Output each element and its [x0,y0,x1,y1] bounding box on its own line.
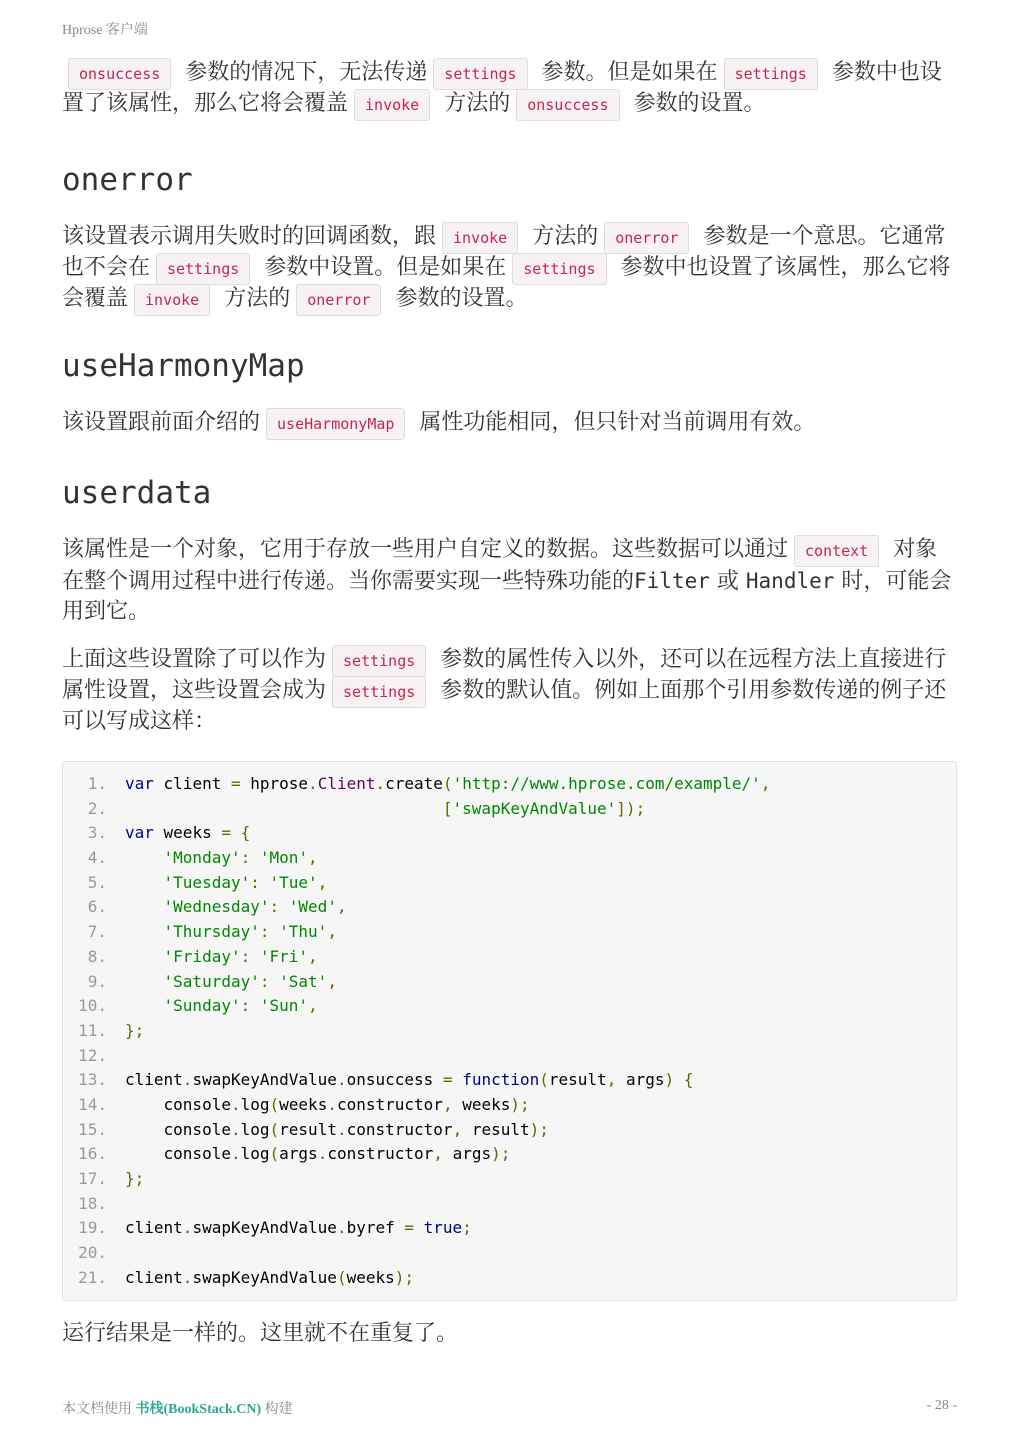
code-token: 'swapKeyAndValue' [452,798,617,818]
line-number: 17. [78,1169,107,1188]
code-token: ( [269,1119,280,1139]
text: 参数中设置。但是如果在 [264,255,507,280]
code-text [125,1142,956,1167]
code-token: 'Tue' [269,872,318,892]
code-token: , [308,996,318,1016]
code-token: log [240,1144,270,1164]
inline-code-onsuccess: onsuccess [516,89,619,121]
code-token: }; [125,1169,145,1188]
footer-bookstack-link[interactable]: 书栈(BookStack.CN) [135,1402,262,1417]
inline-code-invoke: invoke [442,222,518,254]
code-token: , [606,1070,617,1090]
text: 参数。但是如果在 [541,60,718,85]
code-token: result [279,1119,337,1139]
text: 属性功能相同，但只针对当前调用有效。 [419,410,816,435]
code-token: console [125,1119,231,1139]
code-line [63,1019,956,1044]
code-token: constructor [327,1144,434,1164]
code-token [674,1070,684,1089]
code-token: ( [269,1094,280,1114]
code-token: 'Friday' [163,946,241,966]
code-token: swapKeyAndValue [192,1070,337,1090]
text: 参数的情况下，无法传递 [185,60,428,85]
text: 或 [716,569,739,594]
code-token: , [317,872,328,892]
code-line [63,1093,956,1118]
code-line [63,895,956,920]
code-token: . [230,1144,241,1164]
text: 参数中也设置了该属性，那么它将会覆盖 [62,255,951,311]
code-token [231,823,241,842]
inline-code-context: context [794,535,879,567]
line-number: 6. [87,897,107,917]
line-number: 7. [87,922,107,942]
code-line [63,1216,956,1241]
code-text [125,1241,956,1266]
code-token: args [279,1144,318,1164]
code-text [125,1216,956,1241]
paragraph-onsuccess-note [62,58,957,120]
footer-prefix: 本文档使用 [62,1402,132,1417]
code-text [125,895,956,920]
code-token: ); [491,1144,511,1164]
code-token: ) [664,1070,675,1090]
code-token: client [125,1267,183,1287]
text: 参数的默认值。例如上面那个引用参数传递的例子还可以写成这样： [62,678,947,734]
code-text [125,994,956,1019]
code-token: create [385,774,443,793]
code-token [125,996,164,1015]
code-line [63,1192,956,1217]
code-token: = [404,1218,415,1238]
code-token: onsuccess [346,1070,443,1090]
code-token: 'Mon' [259,848,309,868]
line-number: 18. [78,1193,107,1213]
code-token: result [548,1070,607,1090]
code-line [63,1118,956,1143]
code-text [125,821,956,846]
code-token: swapKeyAndValue [192,1267,337,1287]
code-token: weeks [279,1094,328,1114]
code-line [63,821,956,846]
inline-code-invoke: invoke [354,89,430,121]
text: 对象在整个调用过程中进行传递。当你需要实现一些特殊功能的 [62,537,938,594]
inline-code-onsuccess: onsuccess [68,58,171,90]
code-token: 'Fri' [259,946,309,966]
text: 参数中也设置了该属性，那么它将会覆盖 [62,60,942,116]
text: 该设置跟前面介绍的 [62,410,261,435]
code-token [125,799,443,818]
line-number: 9. [87,971,107,991]
code-token [414,1218,424,1237]
paragraph-result: 运行结果是一样的。这里就不在重复了。 [62,1321,459,1347]
code-token [453,1070,463,1089]
inline-code-onerror: onerror [604,222,689,254]
code-token: 'Monday' [163,848,241,868]
paragraph-useharmonymap [62,408,957,439]
text: 上面这些设置除了可以作为 [62,647,327,672]
code-token: { [240,823,251,843]
code-text [125,1019,956,1044]
code-line [63,1044,956,1069]
code-token: 'Tuesday' [163,872,251,892]
filter-term: Filter [634,569,710,593]
code-token: 'Wednesday' [163,897,270,917]
code-token: : [259,971,270,991]
code-token: result [462,1119,530,1139]
paragraph-onerror [62,222,957,315]
text: 方法的 [444,91,511,116]
inline-code-settings: settings [156,253,250,285]
line-number: 1. [87,774,107,793]
code-token: log [240,1119,270,1139]
code-token: ; [462,1218,472,1238]
line-number: 13. [78,1070,107,1090]
code-token: }; [125,1020,145,1040]
code-token: byref [346,1218,405,1238]
code-line [63,797,956,822]
code-token [270,972,280,991]
code-token [125,972,164,991]
line-number: 19. [78,1218,107,1238]
text: 参数的设置。 [395,286,528,311]
code-token: log [240,1094,270,1114]
code-token: = [230,774,241,793]
document-content [62,58,957,1349]
code-token: ( [442,774,453,793]
paragraph-settings-defaults [62,645,957,737]
code-token: : [259,922,270,942]
heading-useharmonymap: useHarmonyMap [62,348,305,384]
heading-userdata: userdata [62,475,212,511]
code-line [63,1241,956,1266]
code-token: constructor [346,1119,453,1139]
code-token: weeks [452,1094,511,1114]
code-token: 'Sunday' [163,996,241,1016]
line-number: 3. [87,823,107,843]
code-line [63,920,956,945]
code-line [63,1142,956,1167]
code-token: : [269,897,280,917]
code-token: 'Sun' [259,996,309,1016]
text: 方法的 [224,286,291,311]
code-token [279,897,289,916]
code-token: ]); [616,798,646,818]
line-number: 5. [87,872,107,892]
code-text [125,846,956,871]
code-token: : [250,872,260,892]
inline-code-settings: settings [433,58,527,90]
text: 参数的设置。 [633,91,766,116]
code-token: args [616,1070,665,1090]
text: 该设置表示调用失败时的回调函数，跟 [62,224,437,249]
inline-code-settings: settings [332,676,426,708]
code-token: , [760,774,771,793]
code-token [125,848,164,867]
footer-suffix: 构建 [264,1402,293,1417]
code-token: console [125,1094,231,1114]
code-token: args [442,1144,492,1164]
code-token: , [452,1119,463,1139]
paragraph-userdata [62,535,957,627]
code-token: client [153,774,231,793]
inline-code-onerror: onerror [296,284,381,316]
text: 时，可能会用到它。 [62,569,952,624]
code-text [125,970,956,995]
handler-term: Handler [745,569,835,593]
code-text [125,1093,956,1118]
code-token: ( [336,1267,347,1287]
code-token [125,922,164,941]
code-token: : [240,946,251,966]
line-number: 14. [78,1094,107,1114]
code-token: . [336,1218,347,1238]
code-token: . [375,774,386,793]
code-token: . [336,1119,347,1139]
text: 参数是一个意思。它通常也不会在 [62,224,946,280]
line-number: 8. [87,946,107,966]
line-number: 12. [78,1045,107,1065]
code-token [125,873,164,892]
code-line [63,871,956,896]
code-token: swapKeyAndValue [192,1218,337,1238]
code-block [62,761,957,1301]
line-number: 15. [78,1119,107,1139]
code-token: 'Saturday' [163,971,260,991]
code-token: = [221,823,231,843]
code-line [63,1167,956,1192]
code-token [250,848,260,867]
code-token: ); [529,1119,549,1139]
code-token [125,897,164,916]
code-token [250,996,260,1015]
code-line [63,1266,956,1291]
inline-code-settings: settings [332,645,426,677]
code-token: . [182,1070,193,1090]
code-token: client [125,1070,183,1090]
code-token: , [308,946,318,966]
code-token: [ [442,798,453,818]
code-token: var [125,823,154,843]
line-number: 4. [87,848,107,868]
code-token: 'Wed' [288,897,337,917]
code-token: var [125,774,154,793]
code-text [125,1118,956,1143]
code-token: ); [394,1267,415,1287]
text: 该属性是一个对象，它用于存放一些用户自定义的数据。这些数据可以通过 [62,537,789,562]
inline-code-settings: settings [512,253,606,285]
code-token: = [442,1070,453,1090]
code-text [125,1167,956,1192]
line-number: 16. [78,1144,107,1164]
code-text [125,1192,956,1217]
code-line [63,846,956,871]
code-token: . [182,1267,193,1287]
code-token: ( [269,1144,280,1164]
text: 方法的 [532,224,599,249]
code-token: . [317,1144,328,1164]
code-text [125,871,956,896]
code-token: , [433,1144,443,1164]
code-line [63,945,956,970]
code-token: : [240,848,251,868]
code-token: constructor [336,1094,443,1114]
line-number: 20. [78,1243,107,1263]
inline-code-settings: settings [724,58,818,90]
code-token: , [327,922,337,942]
code-token [250,947,260,966]
line-number: 21. [78,1267,107,1287]
text: 参数的属性传入以外，还可以在远程方法上直接进行属性设置，这些设置会成为 [62,647,947,703]
code-token: 'http://www.hprose.com/example/' [452,774,761,793]
code-token: , [442,1094,453,1114]
code-token: client [125,1218,183,1238]
running-header: Hprose 客户端 [62,23,148,38]
code-line [63,772,956,797]
code-token [260,873,270,892]
code-text [125,797,956,822]
code-token: . [336,1070,347,1090]
code-token: function [462,1070,540,1090]
code-token: , [308,848,318,868]
code-token: ( [539,1070,549,1090]
code-token: Client [317,774,376,793]
code-text [125,945,956,970]
code-line [63,970,956,995]
code-token: : [240,996,251,1016]
code-text [125,920,956,945]
inline-code-useharmonymap: useHarmonyMap [266,408,405,440]
code-token: true [423,1218,463,1238]
code-token: { [683,1070,694,1090]
code-token: 'Sat' [279,971,328,991]
line-number: 10. [78,996,107,1016]
code-token: , [336,897,347,917]
code-text [125,1044,956,1069]
code-token: . [182,1218,193,1238]
code-text [125,772,956,797]
heading-onerror: onerror [62,162,193,198]
code-text [125,1266,956,1291]
code-token: , [327,971,337,991]
code-token: . [327,1094,337,1114]
page-number: - 28 - [926,1398,957,1413]
code-line [63,1068,956,1093]
code-token: . [308,774,318,793]
line-number: 2. [87,798,107,818]
code-token: console [125,1144,231,1164]
code-token: weeks [153,823,222,843]
code-text [125,1068,956,1093]
code-token: . [230,1094,241,1114]
code-token: weeks [346,1267,395,1287]
code-token: . [230,1119,241,1139]
footer-credit [62,1398,293,1418]
code-token: 'Thursday' [163,922,260,942]
code-token: hprose [240,774,309,793]
code-token [270,922,280,941]
code-token: ); [510,1094,530,1114]
line-number: 11. [78,1020,107,1040]
code-token: 'Thu' [279,922,328,942]
code-line [63,994,956,1019]
inline-code-invoke: invoke [134,284,210,316]
code-token [125,947,164,966]
